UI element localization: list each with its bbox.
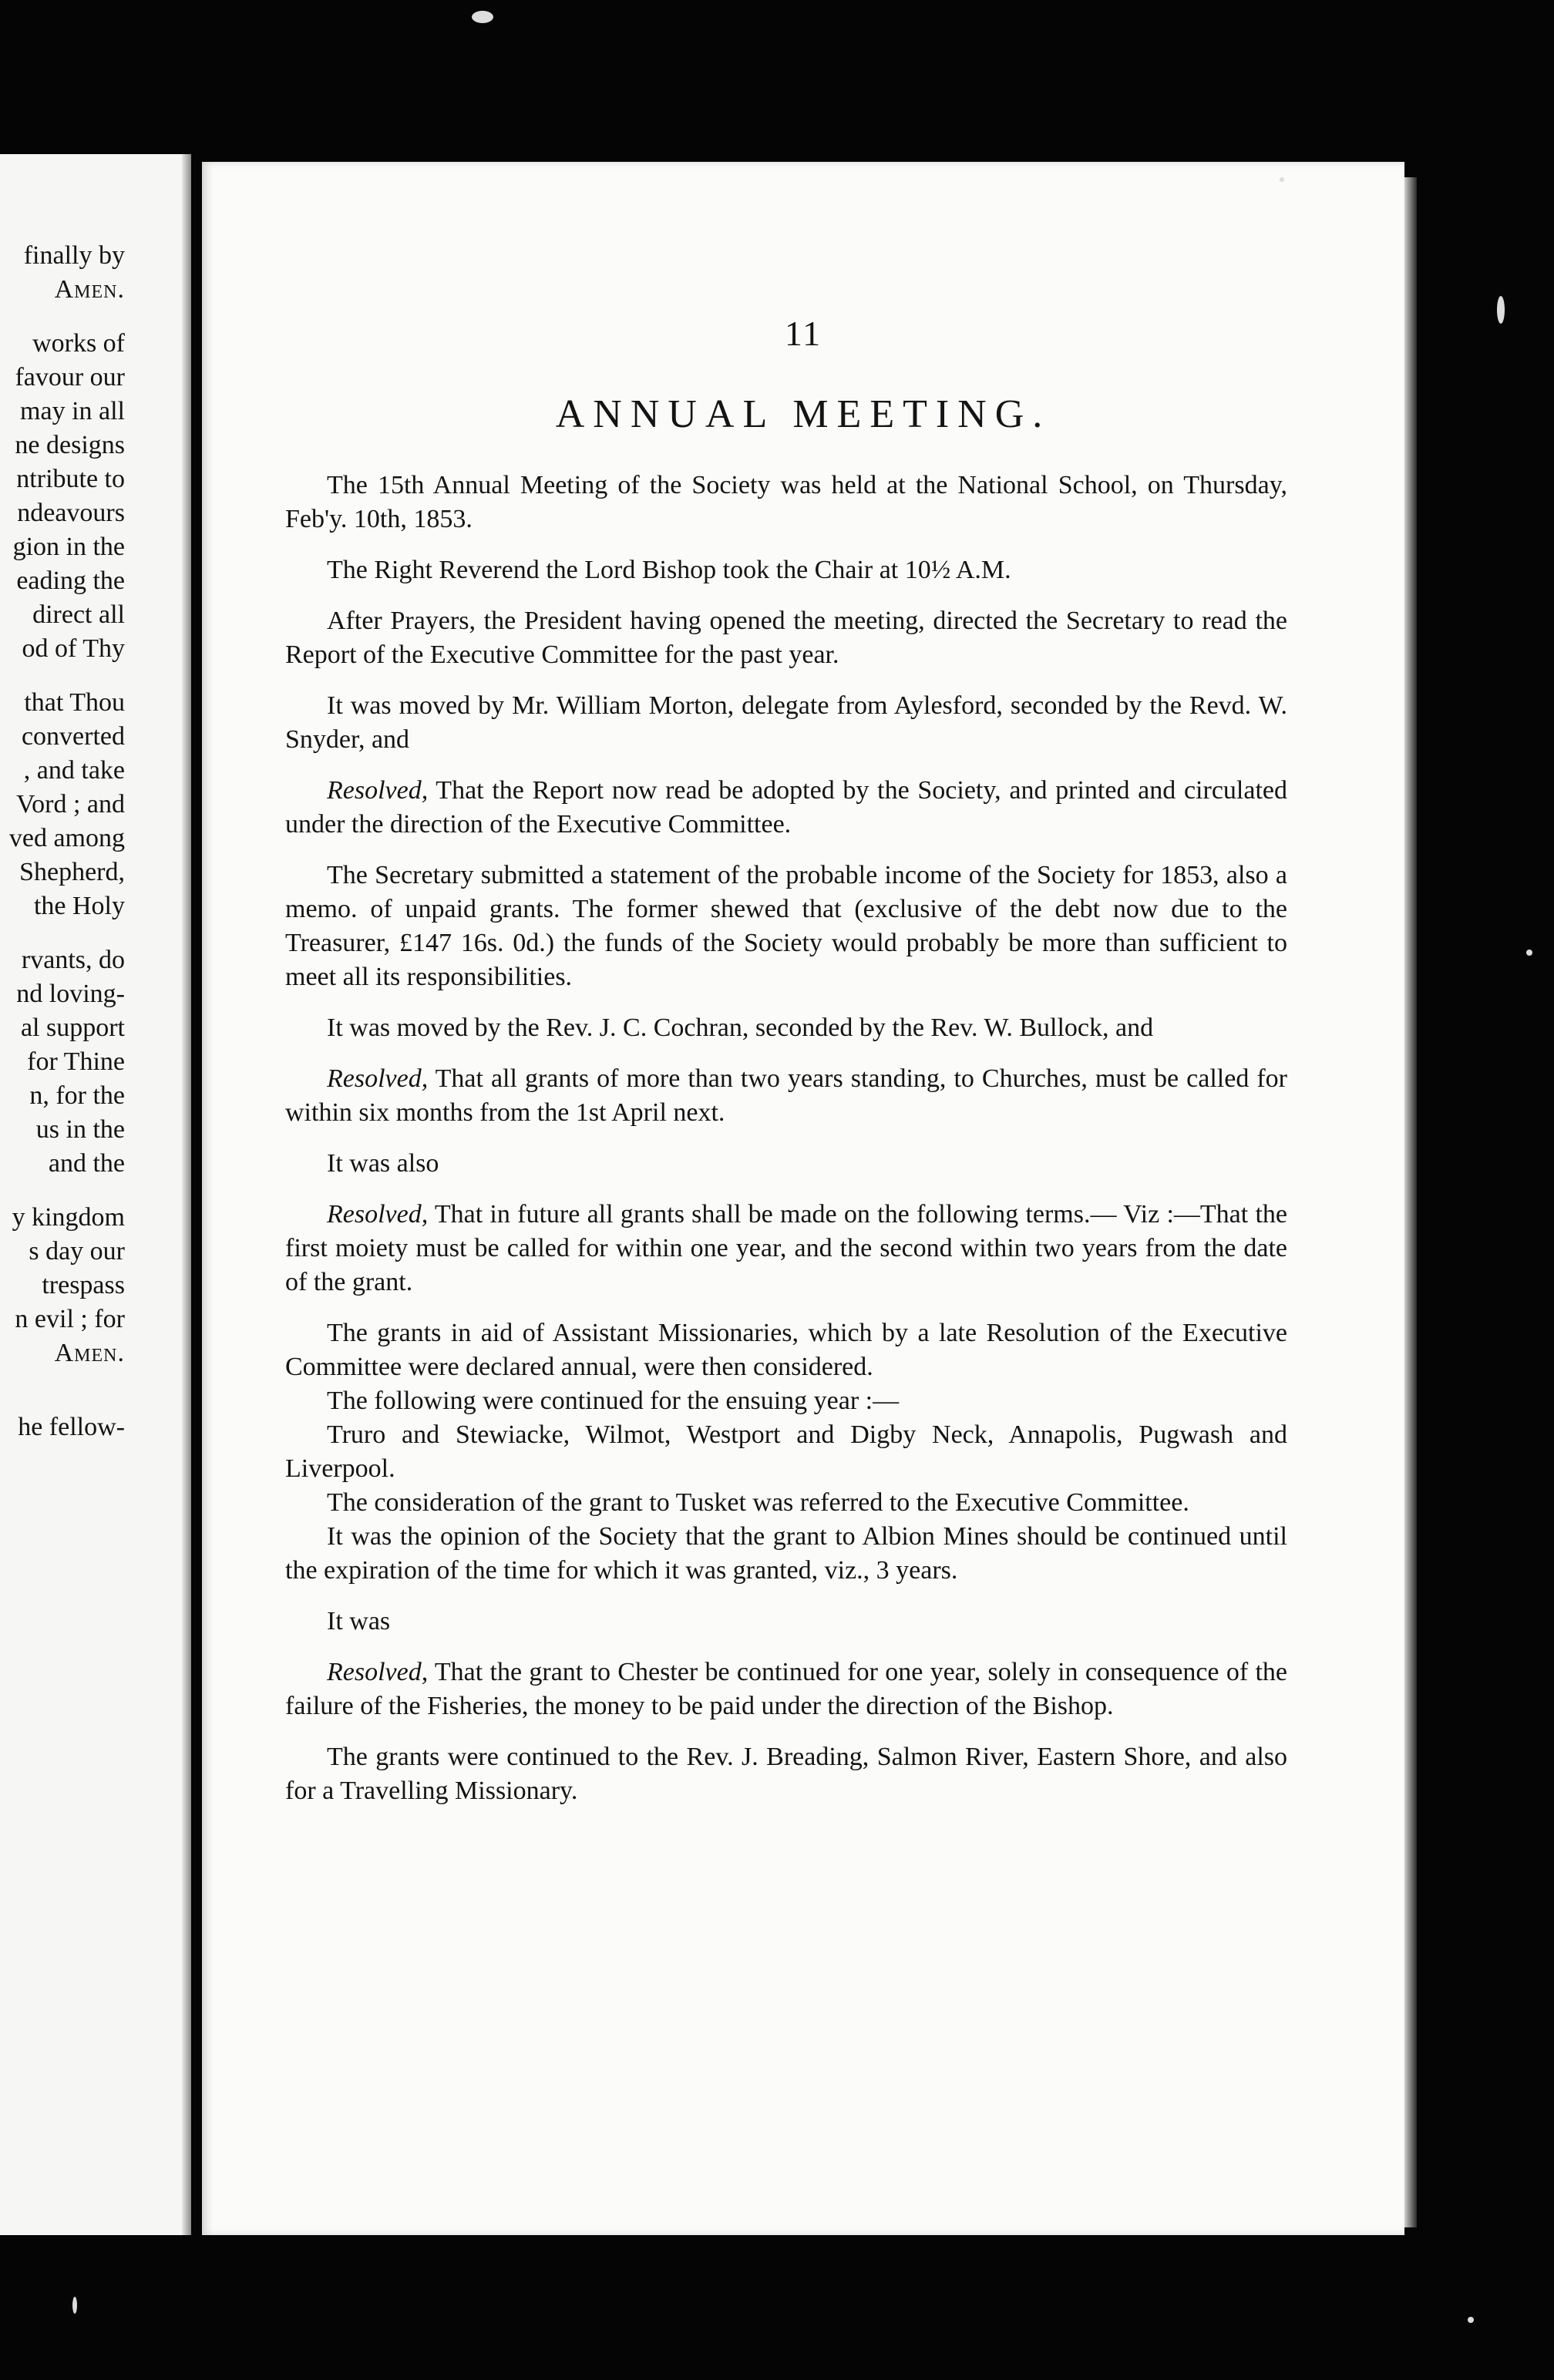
scan-speck [72, 2297, 77, 2314]
paragraph-missions-list [285, 1418, 1287, 1486]
paragraph-text: That the Report now read be adopted by the Society, and printed and circulated under the direction of the Executive Committee. [285, 776, 1287, 839]
paragraph-text: The Secretary submitted a statement of the probable income of the Society for 1853, also a memo. of unpaid grants. The former shewed that (exclusive of the debt now due to the Treasurer, £147 16s. 0d.) the funds of the Society would probably be more than sufficient to meet all its responsibilities. [285, 861, 1287, 991]
left-page-line: converted [21, 722, 125, 751]
main-page [202, 162, 1404, 2235]
paragraph-albion-mines [285, 1520, 1287, 1588]
paragraph-it-was-also [285, 1147, 1287, 1181]
left-facing-page [0, 154, 191, 2235]
paragraph-text: That the grant to Chester be continued for one year, solely in consequence of the failure of the Fisheries, the money to be paid under the direction of the Bishop. [285, 1658, 1287, 1720]
left-page-line: and the [48, 1149, 125, 1178]
page-number: 11 [784, 314, 822, 353]
left-page-line: the Holy [33, 892, 125, 920]
paragraph-text: The following were continued for the ensuing year :— [327, 1387, 900, 1415]
paragraph-resolved-chester [285, 1656, 1287, 1723]
left-page-line: rvants, do [21, 946, 125, 974]
scan-speck [1497, 296, 1505, 324]
left-page-line: y kingdom [12, 1203, 125, 1232]
left-page-line: may in all [20, 397, 125, 425]
paragraph-bishop-chair [285, 553, 1287, 587]
paragraph-text: It was also [327, 1149, 439, 1178]
left-page-line: nd loving- [16, 980, 125, 1008]
paragraph-text: The consideration of the grant to Tusket was referred to the Executive Committee. [327, 1488, 1189, 1517]
left-page-line: Amen. [54, 275, 125, 304]
left-page-line: Vord ; and [15, 790, 125, 819]
paragraph-text: It was moved by the Rev. J. C. Cochran, seconded by the Rev. W. Bullock, and [327, 1014, 1154, 1042]
left-page-line: , and take [23, 756, 125, 785]
left-page-line: al support [20, 1014, 125, 1042]
paragraph-motion-cochran [285, 1011, 1287, 1045]
paragraph-text: Truro and Stewiacke, Wilmot, Westport and Digby Neck, Annapolis, Pugwash and Liverpool. [285, 1420, 1287, 1483]
paragraph-text: It was [327, 1607, 391, 1635]
left-page-line: n, for the [29, 1081, 125, 1110]
paragraph-income-statement [285, 859, 1287, 994]
left-page-line: od of Thy [22, 634, 125, 663]
page-title: ANNUAL MEETING. [555, 392, 1051, 436]
resolved-label: Resolved, [327, 776, 429, 805]
left-page-line: trespass [42, 1271, 125, 1299]
paragraph-prayers [285, 604, 1287, 672]
book-gutter [182, 154, 191, 2235]
left-page-line: works of [32, 329, 125, 358]
left-page-line: direct all [32, 600, 125, 629]
paragraph-text: The Right Reverend the Lord Bishop took the Chair at 10½ A.M. [327, 556, 1011, 584]
paragraph-text: The grants were continued to the Rev. J. Breading, Salmon River, Eastern Shore, and also for a Travelling Missionary. [285, 1743, 1287, 1805]
left-page-line: us in the [35, 1115, 125, 1144]
paragraph-tusket [285, 1486, 1287, 1520]
left-page-line: eading the [16, 566, 125, 595]
left-page-line: Amen. [54, 1339, 125, 1367]
left-page-line: Shepherd, [19, 858, 125, 886]
paragraph-text: It was the opinion of the Society that the grant to Albion Mines should be continued until the expiration of the time for which it was granted, viz., 3 years. [285, 1522, 1287, 1585]
page-body [285, 469, 1287, 1825]
scan-speck [1468, 2317, 1474, 2323]
paragraph-text: The grants in aid of Assistant Missionaries, which by a late Resolution of the Executive Committee were declared annual, were then considered. [285, 1319, 1287, 1381]
left-page-line: for Thine [27, 1047, 125, 1076]
paragraph-meeting-held [285, 469, 1287, 536]
scan-speck [1526, 950, 1532, 956]
left-page-line: ved among [8, 824, 125, 852]
paragraph-text: That all grants of more than two years standing, to Churches, must be called for within six months from the 1st April next. [285, 1064, 1287, 1127]
paragraph-grants-breading [285, 1740, 1287, 1808]
paragraph-resolved-grants-called [285, 1062, 1287, 1130]
left-page-line: that Thou [24, 688, 125, 717]
left-page-line: he fellow- [18, 1413, 125, 1441]
paragraph-motion-morton [285, 689, 1287, 757]
left-page-line: gion in the [12, 533, 125, 561]
left-page-line: s day our [29, 1237, 125, 1266]
scan-speck [1280, 177, 1284, 182]
left-page-line: finally by [23, 241, 125, 270]
paragraph-it-was [285, 1605, 1287, 1639]
left-page-line: n evil ; for [15, 1305, 125, 1333]
paragraph-text: After Prayers, the President having opened the meeting, directed the Secretary to read the Report of the Executive Committee for the past year. [285, 607, 1287, 669]
paragraph-resolved-report [285, 774, 1287, 842]
left-page-line: favour our [15, 363, 125, 392]
paragraph-text: That in future all grants shall be made on the following terms.— Viz :—That the first moiety must be called for within one year, and the second within two years from the date of the grant. [285, 1200, 1287, 1296]
paragraph-text: It was moved by Mr. William Morton, delegate from Aylesford, seconded by the Revd. W. Snyder, and [285, 691, 1287, 754]
scan-speck [472, 11, 493, 23]
resolved-label: Resolved, [327, 1064, 429, 1093]
paragraph-following-continued [285, 1384, 1287, 1418]
resolved-label: Resolved, [327, 1658, 429, 1686]
left-page-line: ntribute to [16, 465, 125, 493]
resolved-label: Resolved, [327, 1200, 429, 1229]
paragraph-text: The 15th Annual Meeting of the Society was held at the National School, on Thursday, Feb'y. 10th, 1853. [285, 471, 1287, 533]
page-edge-shadow [1404, 177, 1417, 2227]
left-page-line: ndeavours [17, 499, 125, 527]
paragraph-assistant-missionaries [285, 1316, 1287, 1384]
left-page-line: ne designs [15, 431, 125, 459]
paragraph-resolved-terms [285, 1198, 1287, 1299]
